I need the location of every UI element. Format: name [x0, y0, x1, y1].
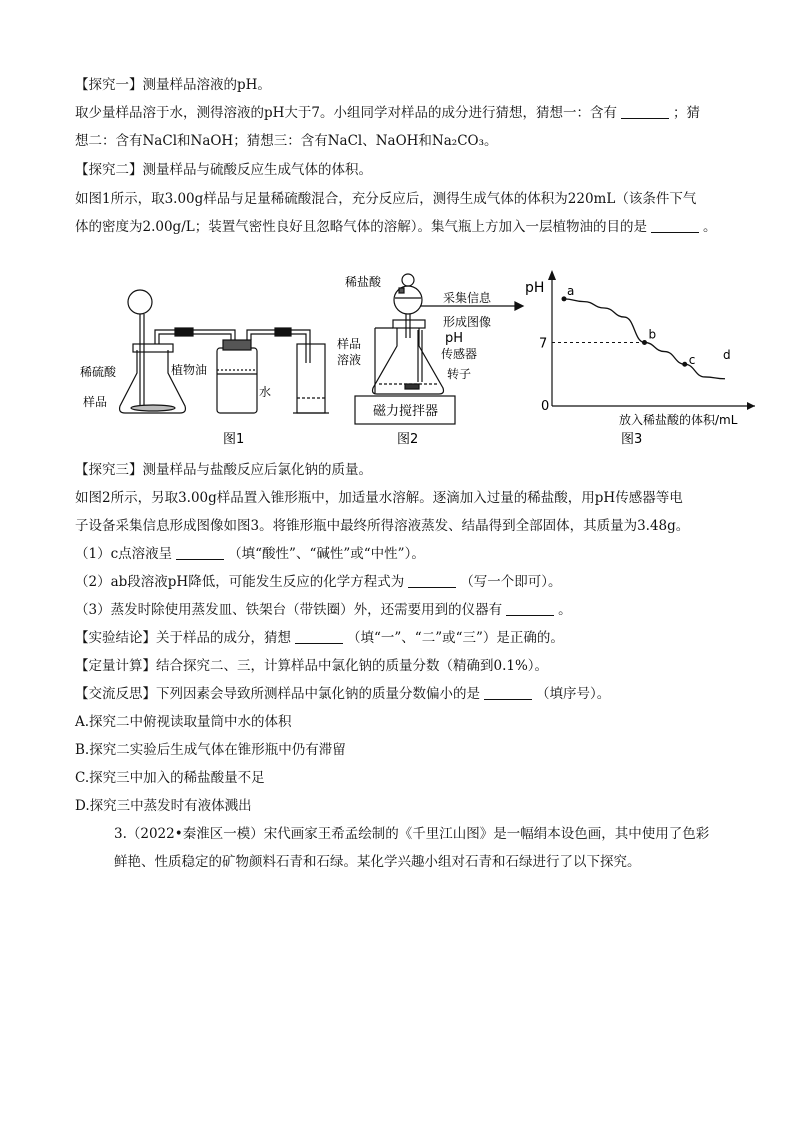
- fig3-point-b: [642, 340, 647, 345]
- inquiry3-line2: 子设备采集信息形成图像如图3。将锥形瓶中最终所得溶液蒸发、结晶得到全部固体，其质量为3.48g。: [75, 518, 690, 534]
- fig1-caption: 图1: [223, 432, 245, 447]
- fig2-label-rotor: 转子: [447, 367, 472, 381]
- figures-row: [75, 258, 755, 458]
- fig3-label-c: c: [688, 353, 696, 368]
- q2-text-b: （写一个即可）。: [460, 574, 562, 590]
- inquiry3-q3: [75, 600, 725, 620]
- fig2-label-sample: 样品: [337, 337, 362, 351]
- fig3-label-a: a: [567, 283, 575, 298]
- answer-blank-q1[interactable]: [176, 545, 224, 560]
- reflection-text-a: 【交流反思】下列因素会导致所测样品中氯化钠的质量分数偏小的是: [75, 686, 480, 702]
- fig2-label-sensor: 传感器: [441, 347, 478, 361]
- fig3-x-arrow: [747, 402, 755, 410]
- fig3-origin: 0: [541, 399, 550, 414]
- conclusion-text-b: （填“一”、“二”或“三”）是正确的。: [347, 630, 564, 646]
- fig3-label-d: d: [723, 347, 731, 362]
- calculation-line: 【定量计算】结合探究二、三，计算样品中氯化钠的质量分数（精确到0.1%）。: [75, 658, 549, 674]
- fig2-label-solution: 溶液: [337, 353, 362, 367]
- reflection-text-b: （填序号）。: [536, 686, 611, 702]
- inquiry3-q2: [75, 572, 725, 592]
- q3-text-a: （3）蒸发时除使用蒸发皿、铁架台（带铁圈）外，还需要用到的仪器有: [75, 602, 503, 618]
- q2-text-a: （2）ab段溶液pH降低，可能发生反应的化学方程式为: [75, 574, 405, 590]
- conclusion-text-a: 【实验结论】关于样品的成分，猜想: [75, 630, 291, 646]
- q1-text-a: （1）c点溶液呈: [75, 546, 173, 562]
- inquiry1-text-a: 取少量样品溶于水，测得溶液的pH大于7。小组同学对样品的成分进行猜想，猜想一：含有: [75, 105, 618, 121]
- figure2-apparatus: [355, 274, 523, 424]
- inquiry2-title: 【探究二】测量样品与硫酸反应生成气体的体积。: [75, 162, 372, 178]
- fig2-label-hcl: 稀盐酸: [345, 275, 382, 289]
- fig2-label-form: 形成图像: [443, 315, 492, 329]
- inquiry1-text-b: ；猜: [673, 105, 701, 121]
- inquiry3-q1: [75, 544, 725, 564]
- option-c: C.探究三中加入的稀盐酸量不足: [75, 770, 265, 786]
- answer-blank-guess1[interactable]: [621, 104, 669, 119]
- inquiry2-line2: [75, 217, 725, 237]
- question3-line1: 3.（2022•秦淮区一模）宋代画家王希孟绘制的《千里江山图》是一幅绢本设色画，其中使用了色彩: [114, 826, 710, 842]
- fig3-tick-7: 7: [539, 336, 548, 352]
- answer-blank-q3[interactable]: [506, 601, 554, 616]
- fig3-point-c: [682, 362, 687, 367]
- fig3-xlabel: 放入稀盐酸的体积/mL: [619, 413, 738, 427]
- figure1-apparatus: [120, 290, 329, 413]
- answer-blank-conclusion[interactable]: [295, 629, 343, 644]
- inquiry3-line1: 如图2所示，另取3.00g样品置入锥形瓶中，加适量水溶解。逐滴加入过量的稀盐酸，用pH传感器等电: [75, 490, 683, 506]
- conclusion-line: [75, 628, 725, 648]
- fig1-label-acid: 稀硫酸: [80, 365, 117, 379]
- q1-text-b: （填“酸性”、“碱性”或“中性”）。: [228, 546, 425, 562]
- fig3-y-arrow: [548, 270, 556, 280]
- fig2-label-collect: 采集信息: [443, 291, 492, 305]
- answer-blank-reflection[interactable]: [484, 685, 532, 700]
- answer-blank-oil-purpose[interactable]: [651, 218, 699, 233]
- fig3-ph-curve: [564, 299, 725, 379]
- figure3-chart: [548, 270, 755, 410]
- answer-blank-q2[interactable]: [408, 573, 456, 588]
- option-d: D.探究三中蒸发时有液体溅出: [75, 798, 252, 814]
- fig2-label-ph: pH: [445, 331, 464, 346]
- fig3-ylabel: pH: [525, 280, 545, 296]
- inquiry2-line1: 如图1所示，取3.00g样品与足量稀硫酸混合，充分反应后，测得生成气体的体积为220mL（该条件下气: [75, 191, 697, 207]
- fig1-label-oil: 植物油: [171, 363, 208, 377]
- fig1-label-water: 水: [259, 385, 272, 399]
- fig3-point-a: [562, 296, 567, 301]
- fig3-caption: 图3: [621, 432, 643, 447]
- option-a: A.探究二中俯视读取量筒中水的体积: [75, 714, 292, 730]
- reflection-line: [75, 684, 725, 704]
- fig2-label-stirrer: 磁力搅拌器: [373, 404, 439, 419]
- inquiry1-title: 【探究一】测量样品溶液的pH。: [75, 77, 271, 93]
- inquiry1-line1: [75, 103, 725, 123]
- fig2-caption: 图2: [397, 432, 419, 447]
- question3-line2: 鲜艳、性质稳定的矿物颜料石青和石绿。某化学兴趣小组对石青和石绿进行了以下探究。: [114, 854, 641, 870]
- fig3-label-b: b: [648, 327, 657, 342]
- inquiry3-title: 【探究三】测量样品与盐酸反应后氯化钠的质量。: [75, 462, 372, 478]
- fig1-label-sample: 样品: [83, 395, 108, 409]
- inquiry2-text-a: 体的密度为2.00g/L；装置气密性良好且忽略气体的溶解）。集气瓶上方加入一层植物油的目的是: [75, 219, 647, 235]
- inquiry1-line2: 想二：含有NaCl和NaOH；猜想三：含有NaCl、NaOH和Na₂CO₃。: [75, 133, 498, 149]
- inquiry2-text-b: 。: [702, 219, 717, 235]
- q3-text-b: 。: [558, 602, 572, 618]
- option-b: B.探究二实验后生成气体在锥形瓶中仍有滞留: [75, 742, 346, 758]
